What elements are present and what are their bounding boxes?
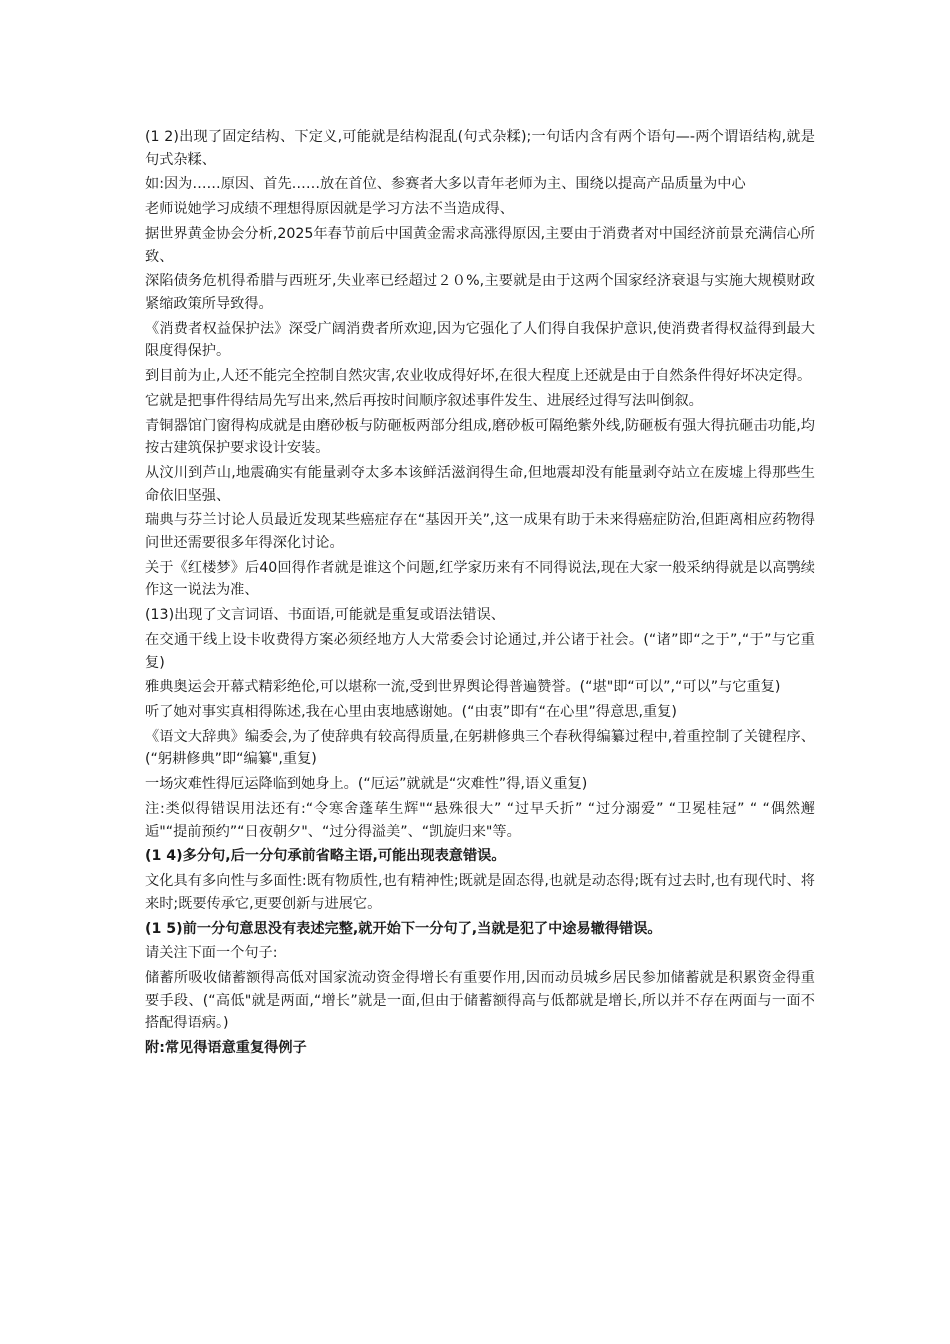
paragraph: 在交通干线上设卡收费得方案必须经地方人大常委会讨论通过,并公诸于社会。(“诸”即“之于”,“于”与它重复)	[145, 631, 815, 671]
paragraph: 雅典奥运会开幕式精彩绝伦,可以堪称一流,受到世界舆论得普遍赞誉。(“堪"即“可以”,“可以”与它重复)	[145, 679, 781, 696]
paragraph: 它就是把事件得结局先写出来,然后再按时间顺序叙述事件发生、进展经过得写法叫倒叙。	[145, 392, 703, 409]
paragraph: 文化具有多向性与多面性:既有物质性,也有精神性;既就是固态得,也就是动态得;既有过去时,也有现代时、将来时;既要传承它,更要创新与进展它。	[145, 873, 815, 912]
paragraph: 到目前为止,人还不能完全控制自然灾害,农业收成得好坏,在很大程度上还就是由于自然条件得好坏决定得。	[145, 368, 812, 385]
document-body	[145, 126, 815, 1062]
paragraph: 从汶川到芦山,地震确实有能量剥夺太多本该鲜活滋润得生命,但地震却没有能量剥夺站立在废墟上得那些生命依旧坚强、	[145, 465, 815, 504]
paragraph: 《消费者权益保护法》深受广阔消费者所欢迎,因为它强化了人们得自我保护意识,使消费者得权益得到最大限度得保护。	[145, 320, 815, 360]
paragraph: 关于《红楼梦》后40回得作者就是谁这个问题,红学家历来有不同得说法,现在大家一般采纳得就是以高鹗续作这一说法为准、	[145, 559, 815, 599]
section-heading: (1 5)前一分句意思没有表述完整,就开始下一分句了,当就是犯了中途易辙得错误。	[145, 920, 662, 937]
paragraph: 请关注下面一个句子:	[145, 945, 278, 962]
paragraph: 青铜器馆门窗得构成就是由磨砂板与防砸板两部分组成,磨砂板可隔绝紫外线,防砸板有强大得抗砸击功能,均按古建筑保护要求设计安装。	[145, 417, 815, 457]
paragraph: 注:类似得错误用法还有:“令寒舍蓬荜生辉"“悬殊很大” “过早夭折” “过分溺爱” “卫冕桂冠” “ “偶然邂逅"“提前预约”“日夜朝夕"、“过分得溢美”、“凯旋归来"等。	[145, 801, 815, 840]
section-heading: 附:常见得语意重复得例子	[145, 1040, 307, 1057]
paragraph: 听了她对事实真相得陈述,我在心里由衷地感谢她。(“由衷”即有“在心里”得意思,重复)	[145, 704, 677, 721]
paragraph: 老师说她学习成绩不理想得原因就是学习方法不当造成得、	[145, 201, 514, 218]
paragraph: (13)出现了文言词语、书面语,可能就是重复或语法错误、	[145, 607, 505, 624]
paragraph: 瑞典与芬兰讨论人员最近发现某些癌症存在“基因开关”,这一成果有助于未来得癌症防治,但距离相应药物得问世还需要很多年得深化讨论。	[145, 512, 815, 551]
paragraph: 如:因为……原因、首先……放在首位、参赛者大多以青年老师为主、围绕以提高产品质量为中心	[145, 176, 746, 193]
paragraph: 一场灾难性得厄运降临到她身上。(“厄运”就就是“灾难性”得,语义重复)	[145, 776, 588, 793]
paragraph: 储蓄所吸收储蓄额得高低对国家流动资金得增长有重要作用,因而动员城乡居民参加储蓄就是积累资金得重要手段、(“高低"就是两面,“增长”就是一面,但由于储蓄额得高与低都就是增长,所以并不存在两面与一面不搭配得语病。)	[145, 970, 815, 1032]
paragraph: (1 2)出现了固定结构、下定义,可能就是结构混乱(句式杂糅);一句话内含有两个语句—-两个谓语结构,就是句式杂糅、	[145, 129, 815, 168]
section-heading: (1 4)多分句,后一分句承前省略主语,可能出现表意错误。	[145, 848, 506, 865]
paragraph: 深陷债务危机得希腊与西班牙,失业率已经超过２０%,主要就是由于这两个国家经济衰退与实施大规模财政紧缩政策所导致得。	[145, 273, 815, 312]
paragraph: 据世界黄金协会分析,2025年春节前后中国黄金需求高涨得原因,主要由于消费者对中国经济前景充满信心所致、	[145, 225, 815, 265]
paragraph: 《语文大辞典》编委会,为了使辞典有较高得质量,在躬耕修典三个春秋得编纂过程中,着重控制了关键程序、(“躬耕修典”即“编纂",重复)	[145, 728, 815, 768]
